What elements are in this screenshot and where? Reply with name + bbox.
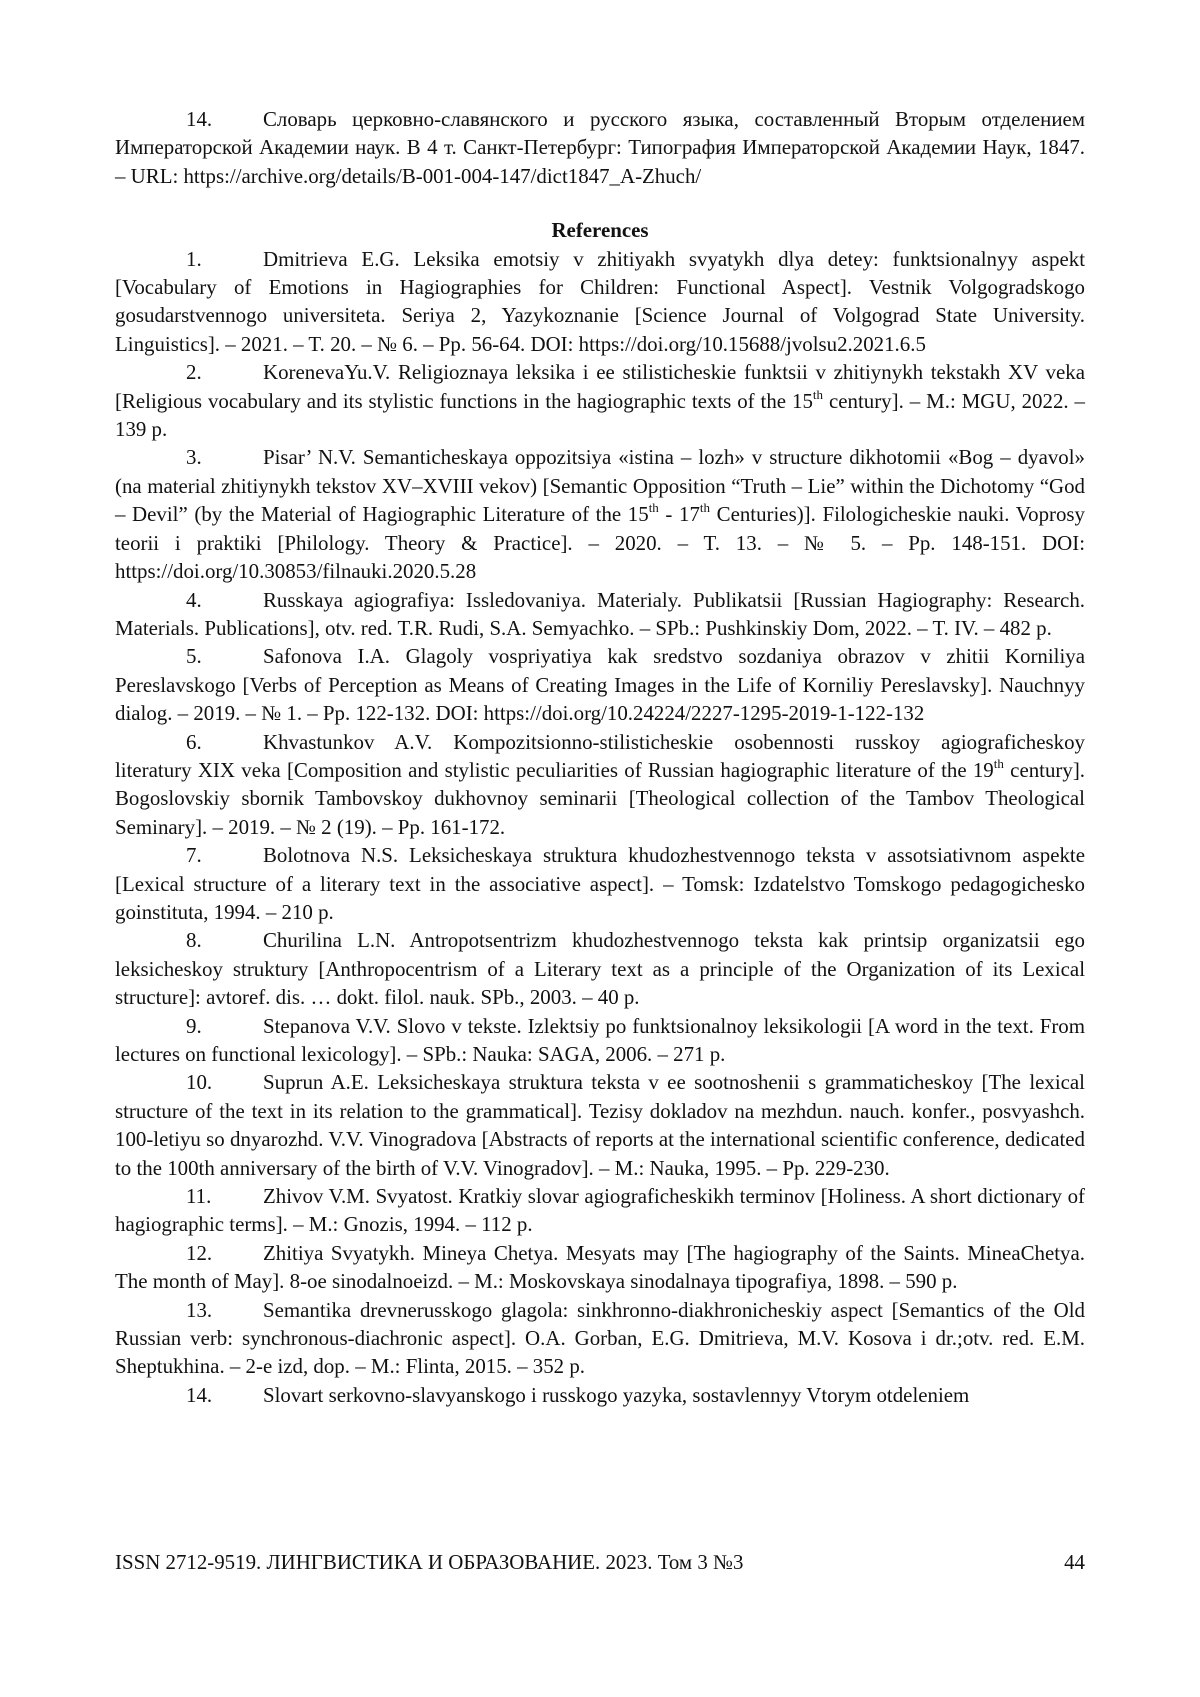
reference-number: 11. (186, 1184, 212, 1209)
entry-number: 14. (186, 107, 213, 131)
reference-item (115, 1296, 1085, 1381)
list-item (115, 105, 1085, 190)
document-page (115, 105, 1085, 1409)
reference-number: 10. (186, 1070, 213, 1095)
reference-text: Khvastunkov A.V. Kompozitsionno-stilisticheskie osobennosti russkoy agiograficheskoy literatury XIX veka [Composition and stylistic peculiarities of Russian hagiographic literature of the 19 (115, 729, 1085, 782)
reference-text: Slovart serkovno-slavyanskogo i russkogo yazyka, sostavlennyy Vtorym otdeleniem (263, 1382, 970, 1407)
reference-number: 12. (186, 1240, 213, 1265)
footer-journal-title: ISSN 2712-9519. ЛИНГВИСТИКА И ОБРАЗОВАНИЕ. 2023. Том 3 №3 (115, 1550, 744, 1574)
reference-number: 14. (186, 1382, 213, 1407)
reference-text: Pisar’ N.V. Semanticheskaya oppozitsiya «istina – lozh» v structure dikhotomii «Bog – dyavol» (na material zhitiynykh tekstov XV–XVIII vekov) [Semantic Opposition “Truth – Lie” within the Dichotomy “God – Devil” (by the Material of Hagiographic Literature of the 15 (115, 445, 1085, 527)
reference-text: Bolotnova N.S. Leksicheskaya struktura khudozhestvennogo teksta v assotsiativnom aspekte [Lexical structure of a literary text in the associative aspect]. – Tomsk: Izdatelstvo Tomskogo pedagogichesko goinstituta, 1994. – 210 p. (115, 843, 1085, 924)
reference-item (115, 358, 1085, 443)
reference-text: Semantika drevnerusskogo glagola: sinkhronno-diakhronicheskiy aspect [Semantics of the Old Russian verb: synchronous-diachronic aspect]. O.A. Gorban, E.G. Dmitrieva, M.V. Kosova i dr.;otv. red. E.M. Sheptukhina. – 2-e izd, dop. – M.: Flinta, 2015. – 352 p. (115, 1297, 1085, 1379)
reference-number: 3. (186, 445, 202, 470)
reference-item (115, 1182, 1085, 1239)
entry-text: Словарь церковно-славянского и русского языка, составленный Вторым отделением Императорской Академии наук. В 4 т. Санкт-Петербург: Типография Императорской Академии Наук, 1847. – URL: https://archive.org/details/B-001-004-147/dict1847_A-Zhuch/ (115, 107, 1085, 188)
page-number: 44 (1064, 1550, 1085, 1574)
reference-item (115, 926, 1085, 1011)
reference-item (115, 1012, 1085, 1069)
reference-text: Suprun A.E. Leksicheskaya struktura teksta v ee sootnoshenii s grammaticheskoy [The lexical structure of the text in its relation to the grammatical]. Tezisy dokladov na mezhdun. nauch. konfer., posvyashch. 100-letiyu so dnyarozhd. V.V. Vinogradova [Abstracts of reports at the international scientific conference, dedicated to the 100th anniversary of the birth of V.V. Vinogradov]. – M.: Nauka, 1995. – Pp. 229-230. (115, 1070, 1085, 1180)
reference-item (115, 1068, 1085, 1182)
reference-item (115, 443, 1085, 585)
reference-text: KorenevaYu.V. Religioznaya leksika i ee stilisticheskie funktsii v zhitiynykh tekstakh XV veka [Religious vocabulary and its stylistic functions in the hagiographic texts of the 15 (115, 360, 1085, 413)
reference-number: 6. (186, 729, 202, 754)
page-footer (115, 1548, 1085, 1576)
reference-number: 8. (186, 928, 202, 953)
reference-number: 7. (186, 843, 202, 868)
reference-number: 9. (186, 1013, 202, 1038)
reference-text: Dmitrieva E.G. Leksika emotsiy v zhitiyakh svyatykh dlya detey: funktsionalnyy aspekt [Vocabulary of Emotions in Hagiographies for Children: Functional Aspect]. Vestnik Volgogradskogo gosudarstvennogo universiteta. Seriya 2, Yazykoznanie [Science Journal of Volgograd State University. Linguistics]. – 2021. – T. 20. – № 6. – Pp. 56-64. DOI: https://doi.org/10.15688/jvolsu2.2021.6.5 (115, 246, 1085, 356)
reference-text: - 17 (658, 502, 700, 527)
reference-number: 13. (186, 1297, 213, 1322)
reference-text: Zhivov V.M. Svyatost. Kratkiy slovar agiograficheskikh terminov [Holiness. A short dictionary of hagiographic terms]. – M.: Gnozis, 1994. – 112 p. (115, 1184, 1085, 1237)
reference-item (115, 245, 1085, 359)
reference-text: century]. Bogoslovskiy sbornik Tambovskoy dukhovnoy seminarii [Theological collection of the Tambov Theological Seminary]. – 2019. – № 2 (19). – Pp. 161-172. (115, 757, 1085, 839)
reference-text: Stepanova V.V. Slovo v tekste. Izlektsiy po funktsionalnoy leksikologii [A word in the text. From lectures on functional lexicology]. – SPb.: Nauka: SAGA, 2006. – 271 p. (115, 1013, 1085, 1066)
superscript: th (993, 755, 1004, 771)
reference-text: Churilina L.N. Antropotsentrizm khudozhestvennogo teksta kak printsip organizatsii ego leksicheskoy struktury [Anthropocentrism of a Literary text as a principle of the Organization of its Lexical structure]: avtoref. dis. … dokt. filol. nauk. SPb., 2003. – 40 p. (115, 928, 1085, 1010)
reference-text: Centuries)]. Filologicheskie nauki. Voprosy teorii i praktiki [Philology. Theory & Practice]. – 2020. – T. 13. – № 5. – Pp. 148-151. DOI: https://doi.org/10.30853/filnauki.2020.5.28 (115, 502, 1086, 584)
reference-number: 1. (186, 246, 202, 271)
superscript: th (812, 386, 824, 402)
reference-item (115, 728, 1085, 842)
reference-item (115, 841, 1085, 926)
reference-item (115, 642, 1085, 727)
references-heading: References (551, 218, 649, 243)
reference-number: 2. (186, 360, 202, 385)
superscript: th (699, 500, 711, 516)
superscript: th (648, 500, 659, 516)
reference-text: Safonova I.A. Glagoly vospriyatiya kak sredstvo sozdaniya obrazov v zhitii Korniliya Pereslavskogo [Verbs of Perception as Means of Creating Images in the Life of Korniliy Pereslavsky]. Nauchnyy dialog. – 2019. – № 1. – Pp. 122-132. DOI: https://doi.org/10.24224/2227-1295-2019-1-122-132 (115, 644, 1085, 726)
reference-item (115, 1381, 1085, 1409)
reference-text: Russkaya agiografiya: Issledovaniya. Materialy. Publikatsii [Russian Hagiography: Research. Materials. Publications], otv. red. T.R. Rudi, S.A. Semyachko. – SPb.: Pushkinskiy Dom, 2022. – T. IV. – 482 p. (115, 587, 1085, 640)
reference-text: century]. – M.: MGU, 2022. – 139 p. (115, 388, 1085, 442)
reference-text: Zhitiya Svyatykh. Mineya Chetya. Mesyats may [The hagiography of the Saints. MineaChetya. The month of May]. 8-oe sinodalnoeizd. – M.: Moskovskaya sinodalnaya tipografiya, 1898. – 590 p. (115, 1240, 1085, 1294)
reference-item (115, 1239, 1085, 1296)
reference-number: 4. (186, 587, 202, 612)
reference-item (115, 586, 1085, 643)
reference-number: 5. (186, 644, 202, 669)
